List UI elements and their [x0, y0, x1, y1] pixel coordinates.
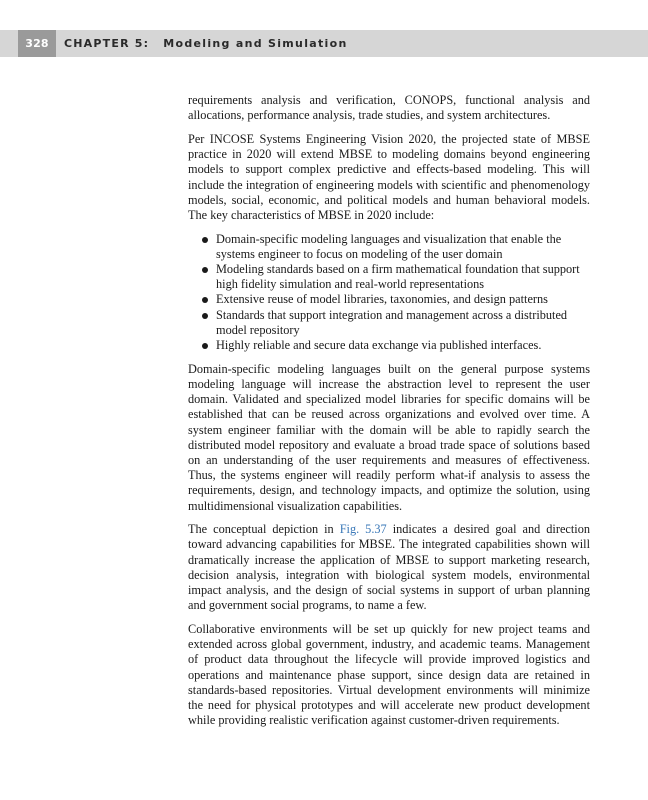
chapter-label: CHAPTER 5:: [64, 37, 150, 50]
body-text: [188, 93, 590, 737]
list-item: Highly reliable and secure data exchange via published interfaces.: [202, 338, 590, 353]
list-item: Extensive reuse of model libraries, taxonomies, and design patterns: [202, 292, 590, 307]
running-header: [64, 30, 348, 57]
paragraph: Per INCOSE Systems Engineering Vision 2020, the projected state of MBSE practice in 2020 will extend MBSE to modeling domains beyond engineering models to support complex predictive and effects-based modeling. This will include the integration of engineering models with scientific and phenomenology models, social, economic, and political models and human behavioral models. The key characteristics of MBSE in 2020 include:: [188, 131, 590, 222]
paragraph: Domain-specific modeling languages built on the general purpose systems modeling language will increase the abstraction level to represent the user domain. Validated and specialized model libraries for specific domains will be established that can be reused across organizations and evolved over time. A system engineer familiar with the domain will be able to rapidly search the distributed model repository and evaluate a broad trade space of solutions based on an understanding of the user requirements and measures of effectiveness. Thus, the systems engineer will readily perform what-if analysis to assess the requirements, design, and technology impacts, and optimize the solution, using multidimensional visualization capabilities.: [188, 361, 590, 513]
bullet-icon: [202, 237, 208, 243]
paragraph: requirements analysis and verification, CONOPS, functional analysis and allocations, performance analysis, trade studies, and system architectures.: [188, 93, 590, 123]
bullet-icon: [202, 297, 208, 303]
bullet-list: [188, 232, 590, 354]
page-number: 328: [18, 30, 56, 57]
bullet-icon: [202, 267, 208, 273]
chapter-title: Modeling and Simulation: [163, 37, 348, 50]
bullet-icon: [202, 343, 208, 349]
figure-link[interactable]: Fig. 5.37: [339, 522, 387, 537]
list-item: Domain-specific modeling languages and visualization that enable the systems engineer to focus on modeling of the user domain: [202, 232, 590, 262]
list-item: Standards that support integration and management across a distributed model repository: [202, 308, 590, 338]
paragraph: The conceptual depiction in Fig. 5.37 indicates a desired goal and direction toward advancing capabilities for MBSE. The integrated capabilities shown will dramatically increase the application of MBSE to support marketing research, decision analysis, integration with biological system models, environmental impact analysis, and the design of social systems in support of urban planning and government social programs, to name a few.: [188, 522, 590, 613]
paragraph: Collaborative environments will be set up quickly for new project teams and extended across global government, industry, and academic teams. Management of product data throughout the lifecycle will provide improved logistics and operations and maintenance phase support, since design data are retained in standards-based repositories. Virtual development environments will minimize the need for physical prototypes and will accelerate new product development while providing realistic verification against customer-driven requirements.: [188, 622, 590, 728]
bullet-icon: [202, 313, 208, 319]
list-item: Modeling standards based on a firm mathematical foundation that support high fidelity simulation and real-world representations: [202, 262, 590, 292]
